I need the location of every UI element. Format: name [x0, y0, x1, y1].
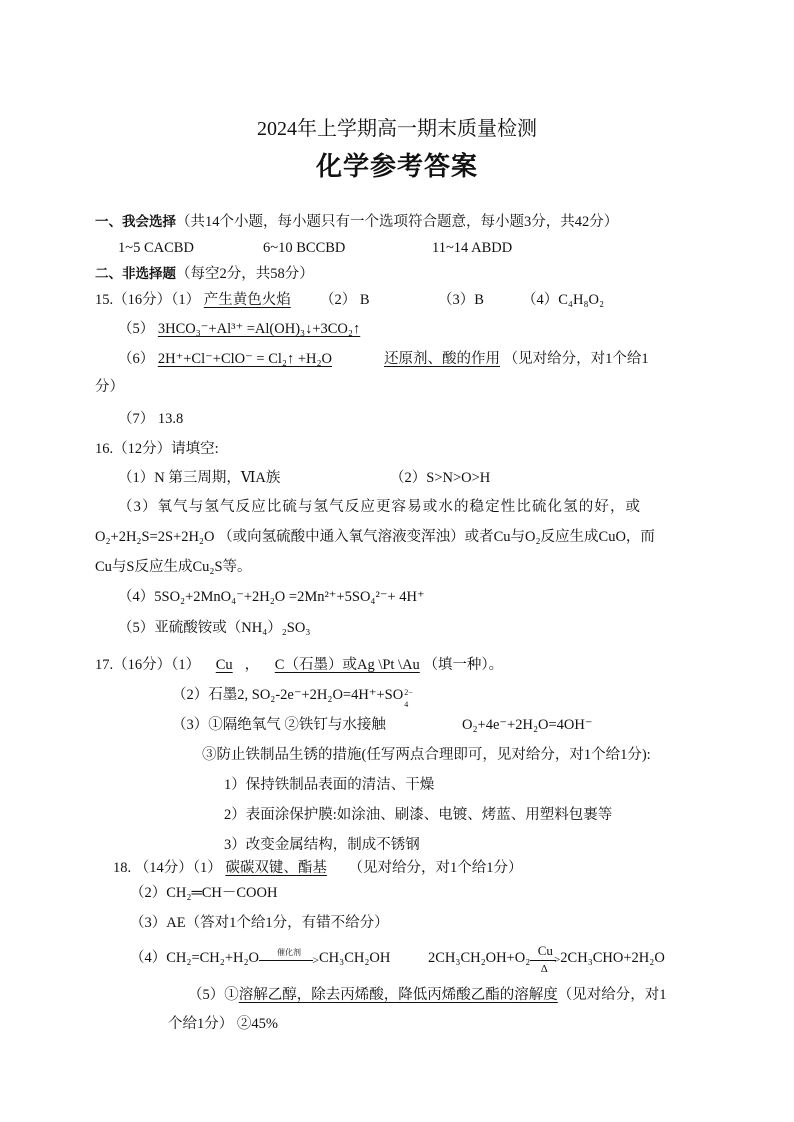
q15-answer6-equation: 2H⁺+Cl⁻+ClO⁻ = Cl₂↑ +H₂O: [157, 351, 333, 367]
q15-line6: [118, 349, 332, 369]
q17-sep: ，: [244, 657, 260, 673]
q18-line5: [188, 985, 667, 1005]
copper-heat-arrow: [530, 942, 561, 975]
arrow-head-icon: >: [554, 953, 561, 966]
q18-answer5: 溶解乙醇，除去丙烯酸，降低丙烯酸乙酯的溶解度: [238, 987, 558, 1003]
arrow-head-icon: >: [312, 952, 319, 967]
q18-line4: [130, 948, 390, 969]
q18-answer5-note: （见对给分，对1: [557, 987, 667, 1003]
q18-label5: （5）①: [188, 987, 239, 1003]
q18-answer2: （2）CH₂═CH－COOH: [130, 885, 278, 901]
section1-desc: （共14个小题，每小题只有一个选项符合题意，每小题3分，共42分）: [176, 214, 619, 230]
q16-answer3-line3: Cu与S反应生成Cu₂S等。: [95, 559, 252, 575]
q17-answer3-equation: O₂+4e⁻+2H₂O=4OH⁻: [462, 717, 593, 733]
q18-number: 18. （14分）（1）: [113, 860, 222, 876]
sulfate-subscript: 4: [404, 699, 409, 709]
q15-answer1: 产生黄色火焰: [203, 292, 291, 308]
q15-answer6-note-end: 分）: [95, 379, 124, 395]
q15-answer3: （3）B: [438, 292, 484, 308]
q18-equation1-right: CH₃CH₂OH: [319, 950, 391, 966]
exam-title: 2024年上学期高一期末质量检测: [257, 118, 537, 140]
q15-answer6-role: 还原剂、酸的作用: [384, 351, 500, 367]
q17-measure3: 3）改变金属结构，制成不锈钢: [224, 837, 420, 853]
q15-answer6-note: （见对给分，对1个给1: [503, 351, 649, 367]
q17-answer3-measures: ③防止铁制品生锈的措施(任写两点合理即可，见对给分，对1个给1分):: [202, 747, 651, 763]
q16-header: 16.（12分）请填空:: [95, 441, 219, 457]
q15-answer7: 13.8: [157, 411, 184, 427]
q15-answer2: （2） B: [320, 292, 370, 308]
q16-answer4: （4）5SO₂+2MnO₄⁻+2H₂O =2Mn²⁺+5SO₄²⁻+ 4H⁺: [118, 589, 425, 605]
mc-answers-6-10: 6~10 BCCBD: [263, 240, 346, 256]
section1-header: [95, 212, 618, 232]
q16-answer3-line1: （3）氧气与氢气反应比硫与氢气反应更容易或水的稳定性比硫化氢的好，或: [118, 499, 642, 515]
q15-label7: （7）: [118, 411, 155, 427]
heat-label: Δ: [540, 962, 548, 975]
q18-answer5-end: 个给1分） ②45%: [168, 1016, 278, 1032]
section2-title: 二、非选择题: [95, 266, 176, 282]
section1-title: 一、我会选择: [95, 214, 176, 230]
q16-answer3-line2: O₂+2H₂S=2S+2H₂O （或向氢硫酸中通入氧气溶液变浑浊）或者Cu与O₂反应生成CuO，而: [95, 529, 655, 545]
q18-answer3: （3）AE（答对1个给1分，有错不给分）: [130, 915, 389, 931]
catalyst-label: 催化剂: [277, 947, 301, 957]
sulfate-charge-top: 2−: [404, 687, 413, 697]
copper-label: Cu: [537, 942, 553, 958]
q17-answer1a: Cu: [215, 657, 233, 673]
q15-line6b: [384, 349, 649, 369]
q17-measure2: 2）表面涂保护膜:如涂油、刷漆、电镀、烤蓝、用塑料包裹等: [224, 807, 613, 823]
q15-label6: （6）: [118, 351, 155, 367]
q18-equation1-left: （4）CH₂=CH₂+H₂O: [130, 950, 259, 966]
mc-answers-11-14: 11~14 ABDD: [432, 240, 513, 256]
answer-title: 化学参考答案: [315, 152, 478, 182]
q17-answer3: （3）①隔绝氧气 ②铁钉与水接触: [172, 717, 386, 733]
q15-answer5: 3HCO₃⁻+Al³⁺ =Al(OH)₃↓+3CO₂↑: [157, 321, 361, 337]
q17-answer2: （2）石墨2, SO₂-2e⁻+2H₂O=4H⁺+SO: [172, 687, 404, 703]
mc-answers-1-5: 1~5 CACBD: [118, 240, 194, 256]
q16-answer2: （2）S>N>O>H: [390, 470, 491, 486]
q18-equation2-left: 2CH₃CH₂OH+O₂: [428, 950, 531, 966]
arrow-line: [259, 960, 313, 961]
q18-equation2-right: 2CH₃CHO+2H₂O: [560, 950, 665, 966]
q17-line2: [172, 685, 415, 709]
q16-answer1: （1）N 第三周期，ⅥA族: [118, 470, 281, 486]
q15-line5: [118, 319, 360, 339]
q18-answer1: 碳碳双键、酯基: [225, 860, 327, 876]
sulfate-charge: [403, 687, 415, 709]
q15-number: 15.（16分）（1）: [95, 292, 201, 308]
q17-measure1: 1）保持铁制品表面的清洁、干燥: [224, 777, 435, 793]
q17-answer1-tail: （填一种）。: [423, 657, 504, 673]
q18-answer1-note: （见对给分，对1个给1分）: [348, 860, 523, 876]
q15-label5: （5）: [118, 321, 155, 337]
q15-answer4: （4）C₄H₈O₂: [522, 292, 605, 308]
q15-line7: [118, 409, 183, 429]
q17-number: 17.（16分）（1）: [95, 657, 201, 673]
catalyst-arrow: [259, 949, 319, 969]
q16-answer5: （5）亚硫酸铵或（NH₄）₂SO₃: [118, 620, 311, 636]
q17-answer1b: C（石墨）或Ag \Pt \Au: [274, 657, 420, 673]
q17-line1: [95, 655, 503, 675]
section2-desc: （每空2分，共58分）: [176, 266, 314, 282]
q15-line1: [95, 290, 291, 310]
q18-line4b: [428, 942, 665, 975]
q18-line1: [113, 858, 523, 878]
section2-header: [95, 264, 314, 284]
